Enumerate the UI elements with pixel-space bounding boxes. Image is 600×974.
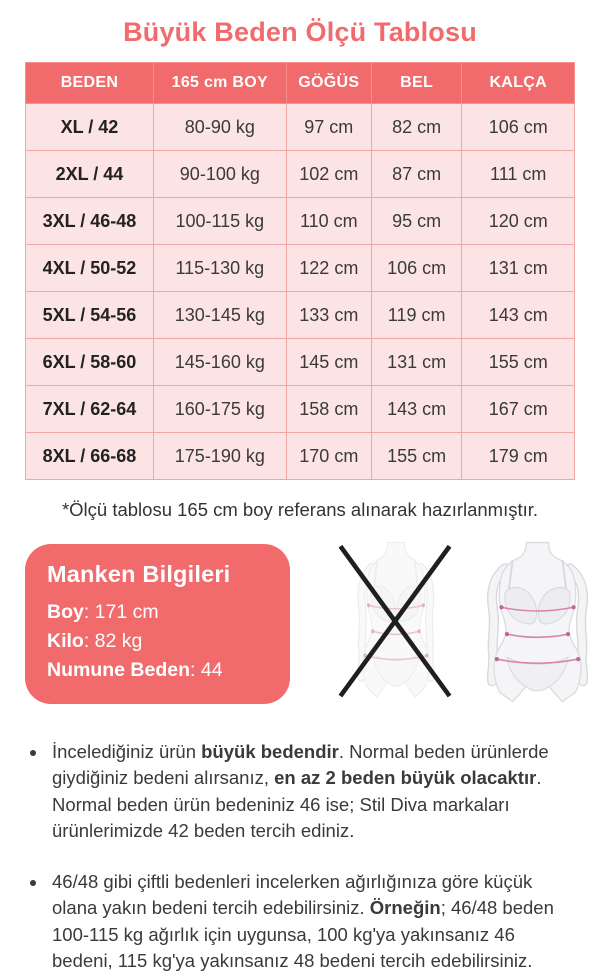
cell-weight: 100-115 kg — [153, 198, 286, 245]
cell-hip: 106 cm — [462, 104, 575, 151]
header-kalca: KALÇA — [462, 63, 575, 104]
cell-bust: 158 cm — [286, 386, 371, 433]
cell-size: 2XL / 44 — [26, 151, 154, 198]
cell-bust: 145 cm — [286, 339, 371, 386]
cell-hip: 111 cm — [462, 151, 575, 198]
cell-hip: 131 cm — [462, 245, 575, 292]
cell-size: 8XL / 66-68 — [26, 433, 154, 480]
body-figures — [330, 537, 600, 709]
cell-weight: 130-145 kg — [153, 292, 286, 339]
table-row — [26, 292, 575, 339]
table-row — [26, 433, 575, 480]
cell-waist: 82 cm — [371, 104, 462, 151]
cell-hip: 120 cm — [462, 198, 575, 245]
cell-hip: 143 cm — [462, 292, 575, 339]
cell-size: 3XL / 46-48 — [26, 198, 154, 245]
page-title: Büyük Beden Ölçü Tablosu — [123, 17, 477, 47]
header-boy: 165 cm BOY — [153, 63, 286, 104]
cell-weight: 90-100 kg — [153, 151, 286, 198]
cell-bust: 110 cm — [286, 198, 371, 245]
cell-size: 7XL / 62-64 — [26, 386, 154, 433]
plus-size-body-icon — [465, 537, 600, 709]
cell-waist: 143 cm — [371, 386, 462, 433]
cell-size: 4XL / 50-52 — [26, 245, 154, 292]
cell-bust: 170 cm — [286, 433, 371, 480]
slim-body-crossed-icon — [330, 537, 460, 709]
table-row — [26, 339, 575, 386]
table-header-row — [26, 63, 575, 104]
table-row — [26, 245, 575, 292]
cell-waist: 87 cm — [371, 151, 462, 198]
cell-weight: 80-90 kg — [153, 104, 286, 151]
table-row — [26, 104, 575, 151]
size-guidance-notes — [32, 739, 576, 974]
header-gogus: GÖĞÜS — [286, 63, 371, 104]
cell-weight: 145-160 kg — [153, 339, 286, 386]
model-info-title: Manken Bilgileri — [47, 561, 231, 587]
cell-size: XL / 42 — [26, 104, 154, 151]
header-beden: BEDEN — [26, 63, 154, 104]
cell-waist: 106 cm — [371, 245, 462, 292]
cell-weight: 115-130 kg — [153, 245, 286, 292]
model-weight: Kilo: 82 kg — [47, 630, 143, 652]
model-sample-size: Numune Beden: 44 — [47, 659, 223, 681]
cell-bust: 122 cm — [286, 245, 371, 292]
cell-bust: 97 cm — [286, 104, 371, 151]
cell-weight: 160-175 kg — [153, 386, 286, 433]
table-row — [26, 386, 575, 433]
cell-waist: 131 cm — [371, 339, 462, 386]
cell-hip: 179 cm — [462, 433, 575, 480]
cell-bust: 133 cm — [286, 292, 371, 339]
cell-hip: 155 cm — [462, 339, 575, 386]
model-height: Boy: 171 cm — [47, 601, 159, 623]
cell-hip: 167 cm — [462, 386, 575, 433]
cell-size: 6XL / 58-60 — [26, 339, 154, 386]
note-item: • İncelediğiniz ürün büyük bedendir. Normal beden ürünlerde giydiğiniz bedeni alırsanız, en az 2 beden büyük olacaktır. Normal beden ürün bedeniniz 46 ise; Stil Diva markaları ürünlerimizde 42 beden tercih ediniz. — [48, 739, 576, 844]
cell-bust: 102 cm — [286, 151, 371, 198]
cell-waist: 155 cm — [371, 433, 462, 480]
model-info-card — [25, 544, 290, 704]
table-row — [26, 198, 575, 245]
model-info-section — [25, 544, 600, 709]
cell-size: 5XL / 54-56 — [26, 292, 154, 339]
table-footnote: *Ölçü tablosu 165 cm boy referans alınarak hazırlanmıştır. — [61, 499, 539, 520]
cell-waist: 95 cm — [371, 198, 462, 245]
table-row — [26, 151, 575, 198]
note-item: • 46/48 gibi çiftli bedenleri incelerken ağırlığınıza göre küçük olana yakın bedeni tercih edebilirsiniz. Örneğin; 46/48 beden 100-115 kg ağırlık için uygunsa, 100 kg'ya yakınsanız 46 bedeni, 115 kg'ya yakınsanız 48 bedeni tercih edebilirsiniz. — [48, 869, 576, 974]
cell-weight: 175-190 kg — [153, 433, 286, 480]
size-chart-table — [25, 62, 575, 480]
cell-waist: 119 cm — [371, 292, 462, 339]
header-bel: BEL — [371, 63, 462, 104]
